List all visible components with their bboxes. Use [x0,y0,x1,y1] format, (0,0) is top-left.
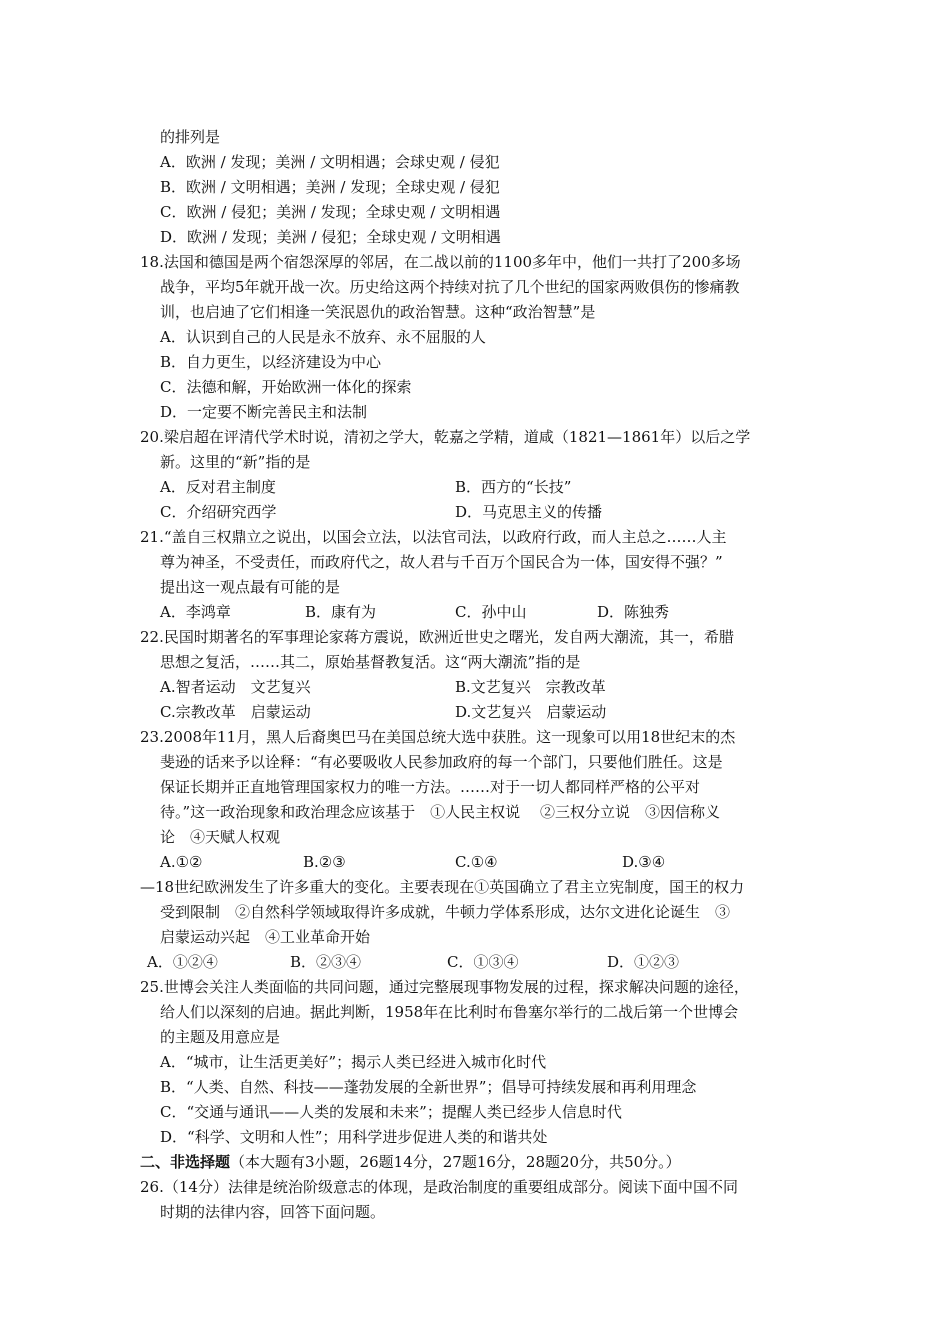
q26-stem-line-2: 时期的法律内容，回答下面问题。 [160,1203,386,1221]
q21-option-c: C．孙中山 [455,603,527,621]
q23-option-c: C.①④ [455,853,498,871]
q20-option-d: D．马克思主义的传播 [455,503,603,521]
q18-option-a: A．认识到自己的人民是永不放弃、永不屈服的人 [160,328,486,346]
q24-stem-line-3: 启蒙运动兴起 ④工业革命开始 [160,928,371,946]
q17-option-d: D．欧洲 / 发现；美洲 / 侵犯；全球史观 / 文明相遇 [160,228,501,246]
q23-stem-line-3: 保证长期并正直地管理国家权力的唯一方法。……对于一切人都同样严格的公平对 [160,778,701,796]
q25-option-c: C．“交通与通讯——人类的发展和未来”；提醒人类已经步人信息时代 [160,1103,622,1121]
q20-option-c: C．介绍研究西学 [160,503,277,521]
q23-stem-line-4: 待。”这一政治现象和政治理念应该基于 ①人民主权说 ②三权分立说 ③因信称义 [160,803,720,821]
q20-stem-line-1: 20.梁启超在评清代学术时说，清初之学大，乾嘉之学精，道咸（1821—1861年）以后之学 [140,428,751,446]
q18-option-d: D．一定要不断完善民主和法制 [160,403,368,421]
q18-option-c: C．法德和解，开始欧洲一体化的探索 [160,378,412,396]
q20-stem-line-2: 新。这里的“新”指的是 [160,453,311,471]
q23-stem-line-1: 23.2008年11月，黑人后裔奥巴马在美国总统大选中获胜。这一现象可以用18世纪末的杰 [140,728,736,746]
section-2-header [140,1152,681,1172]
q18-stem-line-3: 训，也启迪了它们相逢一笑泯恩仇的政治智慧。这种“政治智慧”是 [160,303,596,321]
q20-option-b: B．西方的“长技” [455,478,572,496]
q25-option-b: B．“人类、自然、科技——蓬勃发展的全新世界”；倡导可持续发展和再利用理念 [160,1078,697,1096]
q24-option-c: C．①③④ [447,953,519,971]
q18-stem-line-1: 18.法国和德国是两个宿怨深厚的邻居，在二战以前的1100多年中，他们一共打了200多场 [140,253,741,271]
q22-option-a: A.智者运动 文艺复兴 [160,678,311,696]
q26-stem-line-1: 26.（14分）法律是统治阶级意志的体现，是政治制度的重要组成部分。阅读下面中国不同 [140,1178,738,1196]
q24-stem-line-2: 受到限制 ②自然科学领域取得许多成就，牛顿力学体系形成，达尔文进化论诞生 ③ [160,903,731,921]
q25-option-a: A．“城市，让生活更美好”；揭示人类已经进入城市化时代 [160,1053,547,1071]
q23-stem-line-2: 斐逊的话来予以诠释：“有必要吸收人民参加政府的每一个部门，只要他们胜任。这是 [160,753,723,771]
q20-option-a: A．反对君主制度 [160,478,276,496]
q22-option-c: C.宗教改革 启蒙运动 [160,703,311,721]
q23-option-a: A.①② [160,853,203,871]
q22-stem-line-1: 22.民国时期著名的军事理论家蒋方震说，欧洲近世史之曙光，发自两大潮流，其一，希腊 [140,628,734,646]
q25-stem-line-1: 25.世博会关注人类面临的共同问题，通过完整展现事物发展的过程，探求解决问题的途径， [140,978,749,996]
q25-option-d: D．“科学、文明和人性”；用科学进步促进人类的和谐共处 [160,1128,548,1146]
q23-stem-line-5: 论 ④天赋人权观 [160,828,281,846]
q25-stem-line-3: 的主题及用意应是 [160,1028,281,1046]
q17-option-c: C．欧洲 / 侵犯；美洲 / 发现；全球史观 / 文明相遇 [160,203,501,221]
q23-option-b: B.②③ [303,853,346,871]
q24-option-b: B．②③④ [290,953,362,971]
q24-stem-line-1: —18世纪欧洲发生了许多重大的变化。主要表现在①英国确立了君主立宪制度，国王的权力 [140,878,745,896]
q17-option-b: B．欧洲 / 文明相遇；美洲 / 发现；全球史观 / 侵犯 [160,178,500,196]
q21-option-a: A．李鸿章 [160,603,231,621]
q24-option-a: A．①②④ [147,953,218,971]
q21-stem-line-3: 提出这一观点最有可能的是 [160,578,341,596]
q25-stem-line-2: 给人们以深刻的启迪。据此判断，1958年在比利时布鲁塞尔举行的二战后第一个世博会 [160,1003,739,1021]
q18-stem-line-2: 战争，平均5年就开战一次。历史给这两个持续对抗了几个世纪的国家两败俱伤的惨痛教 [160,278,740,296]
q24-option-d: D．①②③ [607,953,680,971]
q17-continuation: 的排列是 [160,128,221,146]
q18-option-b: B．自力更生，以经济建设为中心 [160,353,382,371]
section-2-heading: 二、非选择题 [140,1153,231,1171]
q21-stem-line-1: 21.“盖自三权鼎立之说出，以国会立法，以法官司法，以政府行政，而人主总之……人主 [140,528,727,546]
q22-option-d: D.文艺复兴 启蒙运动 [455,703,607,721]
q22-option-b: B.文艺复兴 宗教改革 [455,678,606,696]
section-2-note: （本大题有3小题，26题14分，27题16分，28题20分，共50分。） [230,1153,681,1171]
q23-option-d: D.③④ [622,853,666,871]
q22-stem-line-2: 思想之复活，……其二，原始基督教复活。这“两大潮流”指的是 [160,653,581,671]
q21-option-d: D．陈独秀 [597,603,670,621]
q21-stem-line-2: 尊为神圣，不受责任，而政府代之，故人君与千百万个国民合为一体，国安得不强？” [160,553,723,571]
q17-option-a: A．欧洲 / 发现；美洲 / 文明相遇；会球史观 / 侵犯 [160,153,500,171]
q21-option-b: B．康有为 [305,603,377,621]
